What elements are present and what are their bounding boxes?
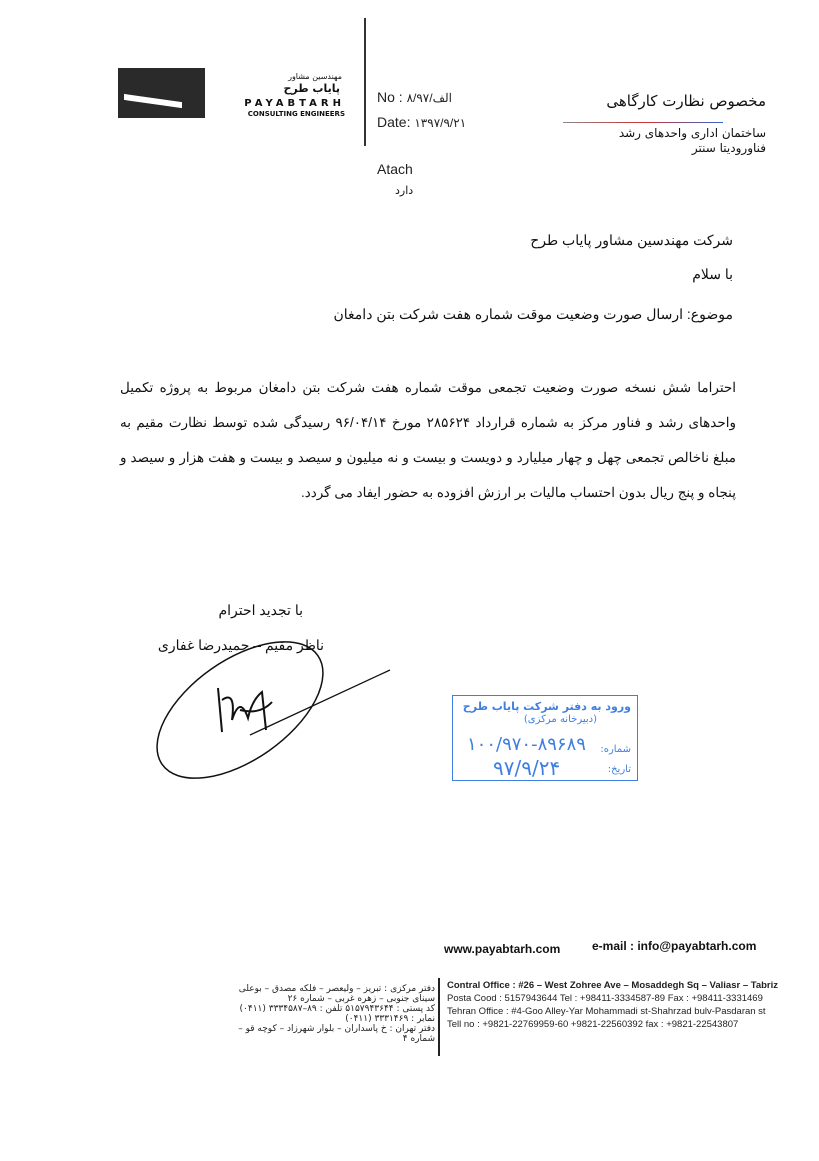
- footer-website[interactable]: www.payabtarh.com: [444, 942, 561, 956]
- footer-email[interactable]: e-mail : info@payabtarh.com: [592, 939, 757, 953]
- header-department: مخصوص نظارت کارگاهی: [606, 92, 766, 110]
- logo-company-name-en: PAYABTARH: [244, 98, 345, 109]
- logo-company-subtitle: CONSULTING ENGINEERS: [247, 110, 345, 118]
- logo-company-type: مهندسین مشاور: [288, 72, 342, 81]
- recipient: شرکت مهندسین مشاور پایاب طرح: [530, 232, 733, 248]
- header-underline: [563, 122, 723, 123]
- footer-divider: [438, 978, 440, 1056]
- attachment-value: دارد: [395, 184, 414, 197]
- company-logo: [118, 68, 205, 118]
- stamp-number: ۱۰۰/۹۷۰-۸۹۶۸۹: [467, 734, 586, 755]
- signature: [140, 620, 400, 800]
- logo-company-name-fa: پایاب طرح: [283, 82, 340, 95]
- footer-tehran-phone: Tell no : +9821-22769959-60 +9821-22560392 fax : +9821-22543807: [447, 1019, 739, 1030]
- footer-fa-line: دفتر مرکزی : تبریز – ولیعصر – فلکه مصدق – بوعلی: [238, 984, 435, 994]
- letter-date: Date: ۱۳۹۷/۹/۲۱: [377, 114, 467, 130]
- header-project: ساختمان اداری واحدهای رشد فناوروديتا سنتر: [618, 126, 766, 155]
- attachment-label: Atach: [377, 161, 413, 177]
- letter-number: No : ۸/الف/۹۷: [377, 89, 452, 105]
- header-divider: [364, 18, 366, 146]
- footer-fa-line: شماره ۴: [402, 1034, 435, 1044]
- receipt-stamp: ورود به دفتر شرکت پایاب طرح (دبیرخانه مرکزی) شماره: ۱۰۰/۹۷۰-۸۹۶۸۹ تاریخ: ۹۷/۹/۲۴: [452, 695, 638, 781]
- footer-tehran-office: Tehran Office : #4-Goo Alley-Yar Mohammadi st-Shahrzad bulv-Pasdaran st: [447, 1006, 766, 1017]
- footer-fa-line: کد پستی : ۵۱۵۷۹۴۳۶۴۴ تلفن : ۸۹–۳۳۳۴۵۸۷ (۰۴۱۱): [239, 1004, 435, 1014]
- footer-fa-line: سینای جنوبی – زهره غربی – شماره ۲۶: [287, 994, 435, 1004]
- subject: موضوع: ارسال صورت وضعیت موقت شماره هفت شرکت بتن دامغان: [333, 306, 733, 322]
- footer-central-phone: Posta Cood : 5157943644 Tel : +98411-3334587-89 Fax : +98411-3331469: [447, 993, 763, 1004]
- letter-body: احتراما شش نسخه صورت وضعیت تجمعی موقت شماره هفت شرکت بتن دامغان مربوط به پروژه تکمیل واحدهای رشد و فناور مرکز به شماره قرارداد ۲۸۵۶۲۴ مورخ ۹۶/۰۴/۱۴ رسیدگی شده توسط نظارت مقیم به مبلغ ناخالص تجمعی چهل و چهار میلیارد و دویست و بیست و نه میلیون و سیصد و بیست و هفت هزار و سیصد و پنجاه و پنج ریال بدون احتساب مالیات بر ارزش افزوده به حضور ایفاد می گردد.: [120, 380, 736, 500]
- greeting: با سلام: [692, 266, 733, 282]
- footer-fa-line: دفتر تهران : خ پاسداران – بلوار شهرزاد – کوچه قو –: [238, 1024, 435, 1034]
- footer-fa-line: نمابر : ۳۳۳۱۴۶۹ (۰۴۱۱): [345, 1014, 435, 1024]
- stamp-date: ۹۷/۹/۲۴: [493, 756, 561, 780]
- footer-central-office: Contral Office : #26 – West Zohree Ave – Mosaddegh Sq – Valiasr – Tabriz: [447, 980, 779, 991]
- closing: با تجدید احترام: [218, 602, 303, 618]
- signatory: ناظر مقیم – حمیدرضا غفاری: [157, 637, 324, 653]
